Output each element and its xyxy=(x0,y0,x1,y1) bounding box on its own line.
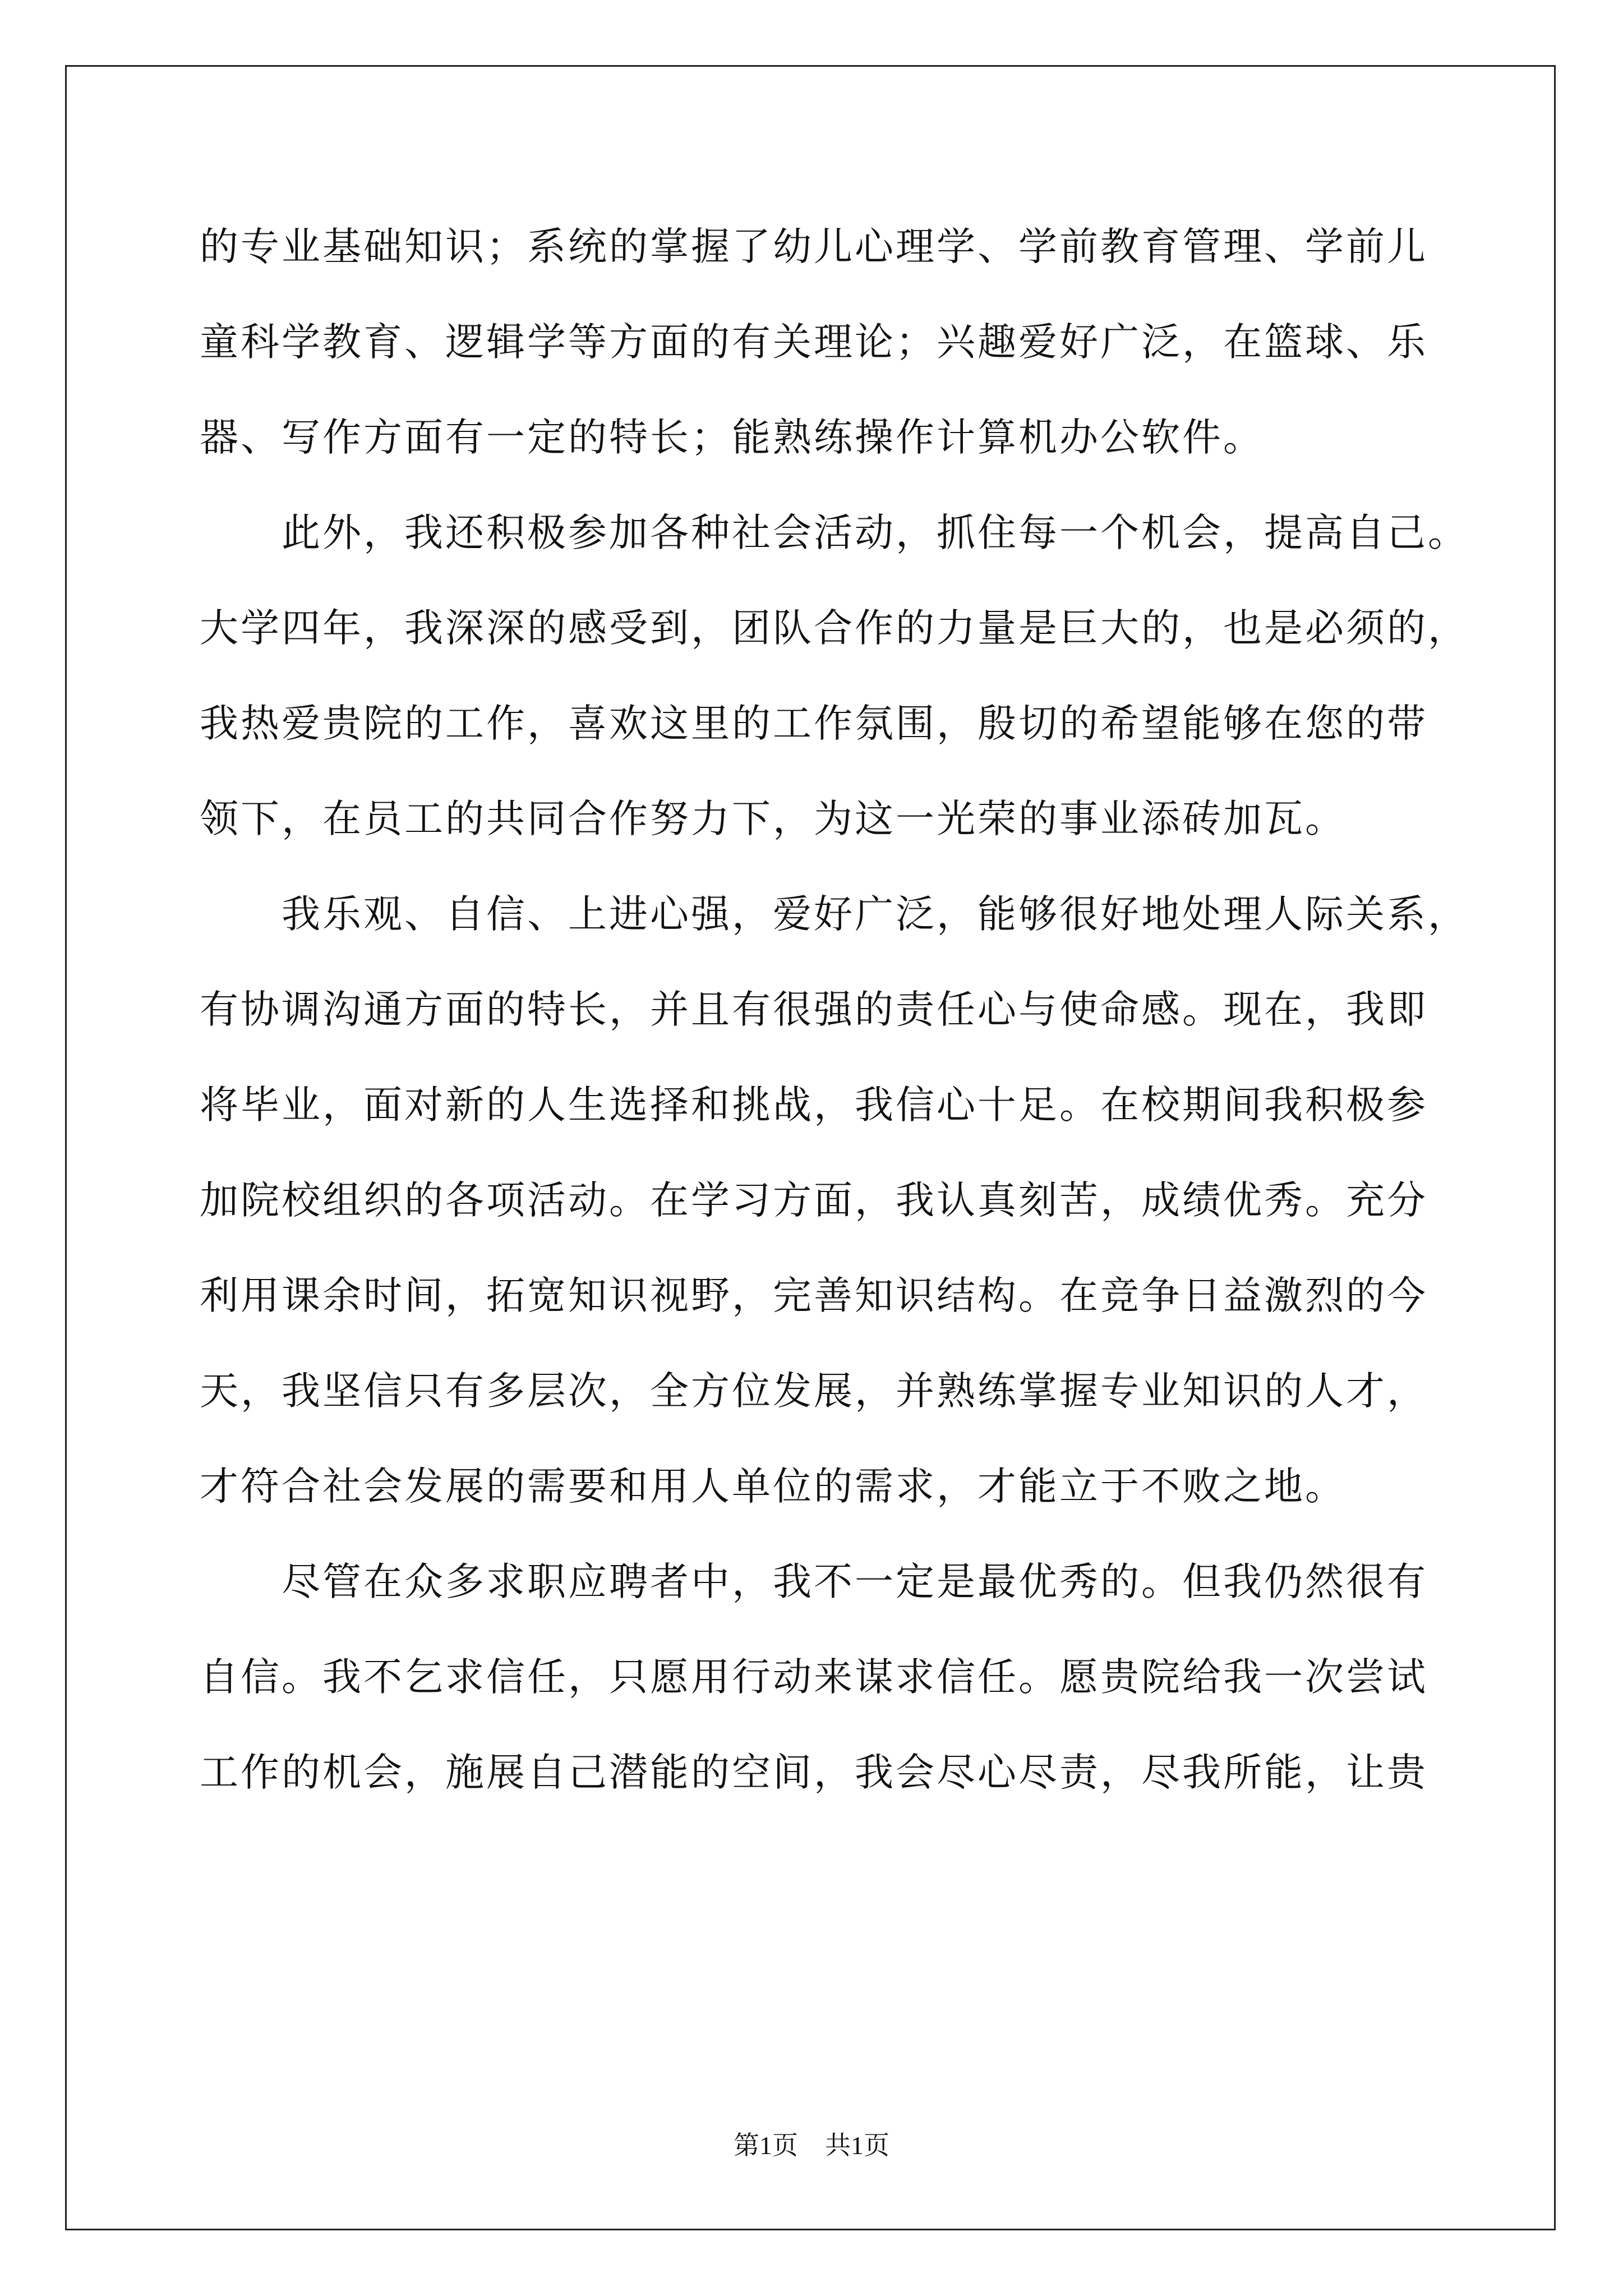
text-line: 尽管在众多求职应聘者中，我不一定是最优秀的。但我仍然很有 xyxy=(282,1559,1428,1604)
paragraph-4 xyxy=(200,1534,1431,1820)
text-line: 将毕业，面对新的人生选择和挑战，我信心十足。在校期间我积极参 xyxy=(200,1083,1428,1128)
text-line: 器、写作方面有一定的特长；能熟练操作计算机办公软件。 xyxy=(200,415,1264,460)
paragraph-1 xyxy=(200,199,1431,485)
page-number: 第1页 xyxy=(734,2131,798,2160)
text-line: 童科学教育、逻辑学等方面的有关理论；兴趣爱好广泛，在篮球、乐 xyxy=(200,320,1428,365)
text-line: 才符合社会发展的需要和用人单位的需求，才能立于不败之地。 xyxy=(200,1464,1346,1509)
text-line: 自信。我不乞求信任，只愿用行动来谋求信任。愿贵院给我一次尝试 xyxy=(200,1655,1428,1700)
text-line: 天，我坚信只有多层次，全方位发展，并熟练掌握专业知识的人才， xyxy=(200,1369,1428,1414)
text-line: 领下，在员工的共同合作努力下，为这一光荣的事业添砖加瓦。 xyxy=(200,797,1346,841)
text-line: 大学四年，我深深的感受到，团队合作的力量是巨大的，也是必须的， xyxy=(200,606,1469,651)
text-line: 有协调沟通方面的特长，并且有很强的责任心与使命感。现在，我即 xyxy=(200,987,1428,1032)
text-line: 利用课余时间，拓宽知识视野，完善知识结构。在竞争日益激烈的今 xyxy=(200,1273,1428,1318)
page-footer xyxy=(0,2125,1623,2162)
text-line: 工作的机会，施展自己潜能的空间，我会尽心尽责，尽我所能，让贵 xyxy=(200,1750,1428,1795)
page-total: 共1页 xyxy=(825,2131,889,2160)
text-line: 的专业基础知识；系统的掌握了幼儿心理学、学前教育管理、学前儿 xyxy=(200,224,1428,269)
text-line: 加院校组织的各项活动。在学习方面，我认真刻苦，成绩优秀。充分 xyxy=(200,1178,1428,1223)
text-line: 此外，我还积极参加各种社会活动，抓住每一个机会，提高自己。 xyxy=(282,510,1469,555)
text-line: 我热爱贵院的工作，喜欢这里的工作氛围，殷切的希望能够在您的带 xyxy=(200,701,1428,746)
paragraph-3 xyxy=(200,867,1469,1534)
paragraph-2 xyxy=(200,485,1469,867)
document-body xyxy=(200,199,1469,1820)
text-line: 我乐观、自信、上进心强，爱好广泛，能够很好地处理人际关系， xyxy=(282,892,1469,937)
